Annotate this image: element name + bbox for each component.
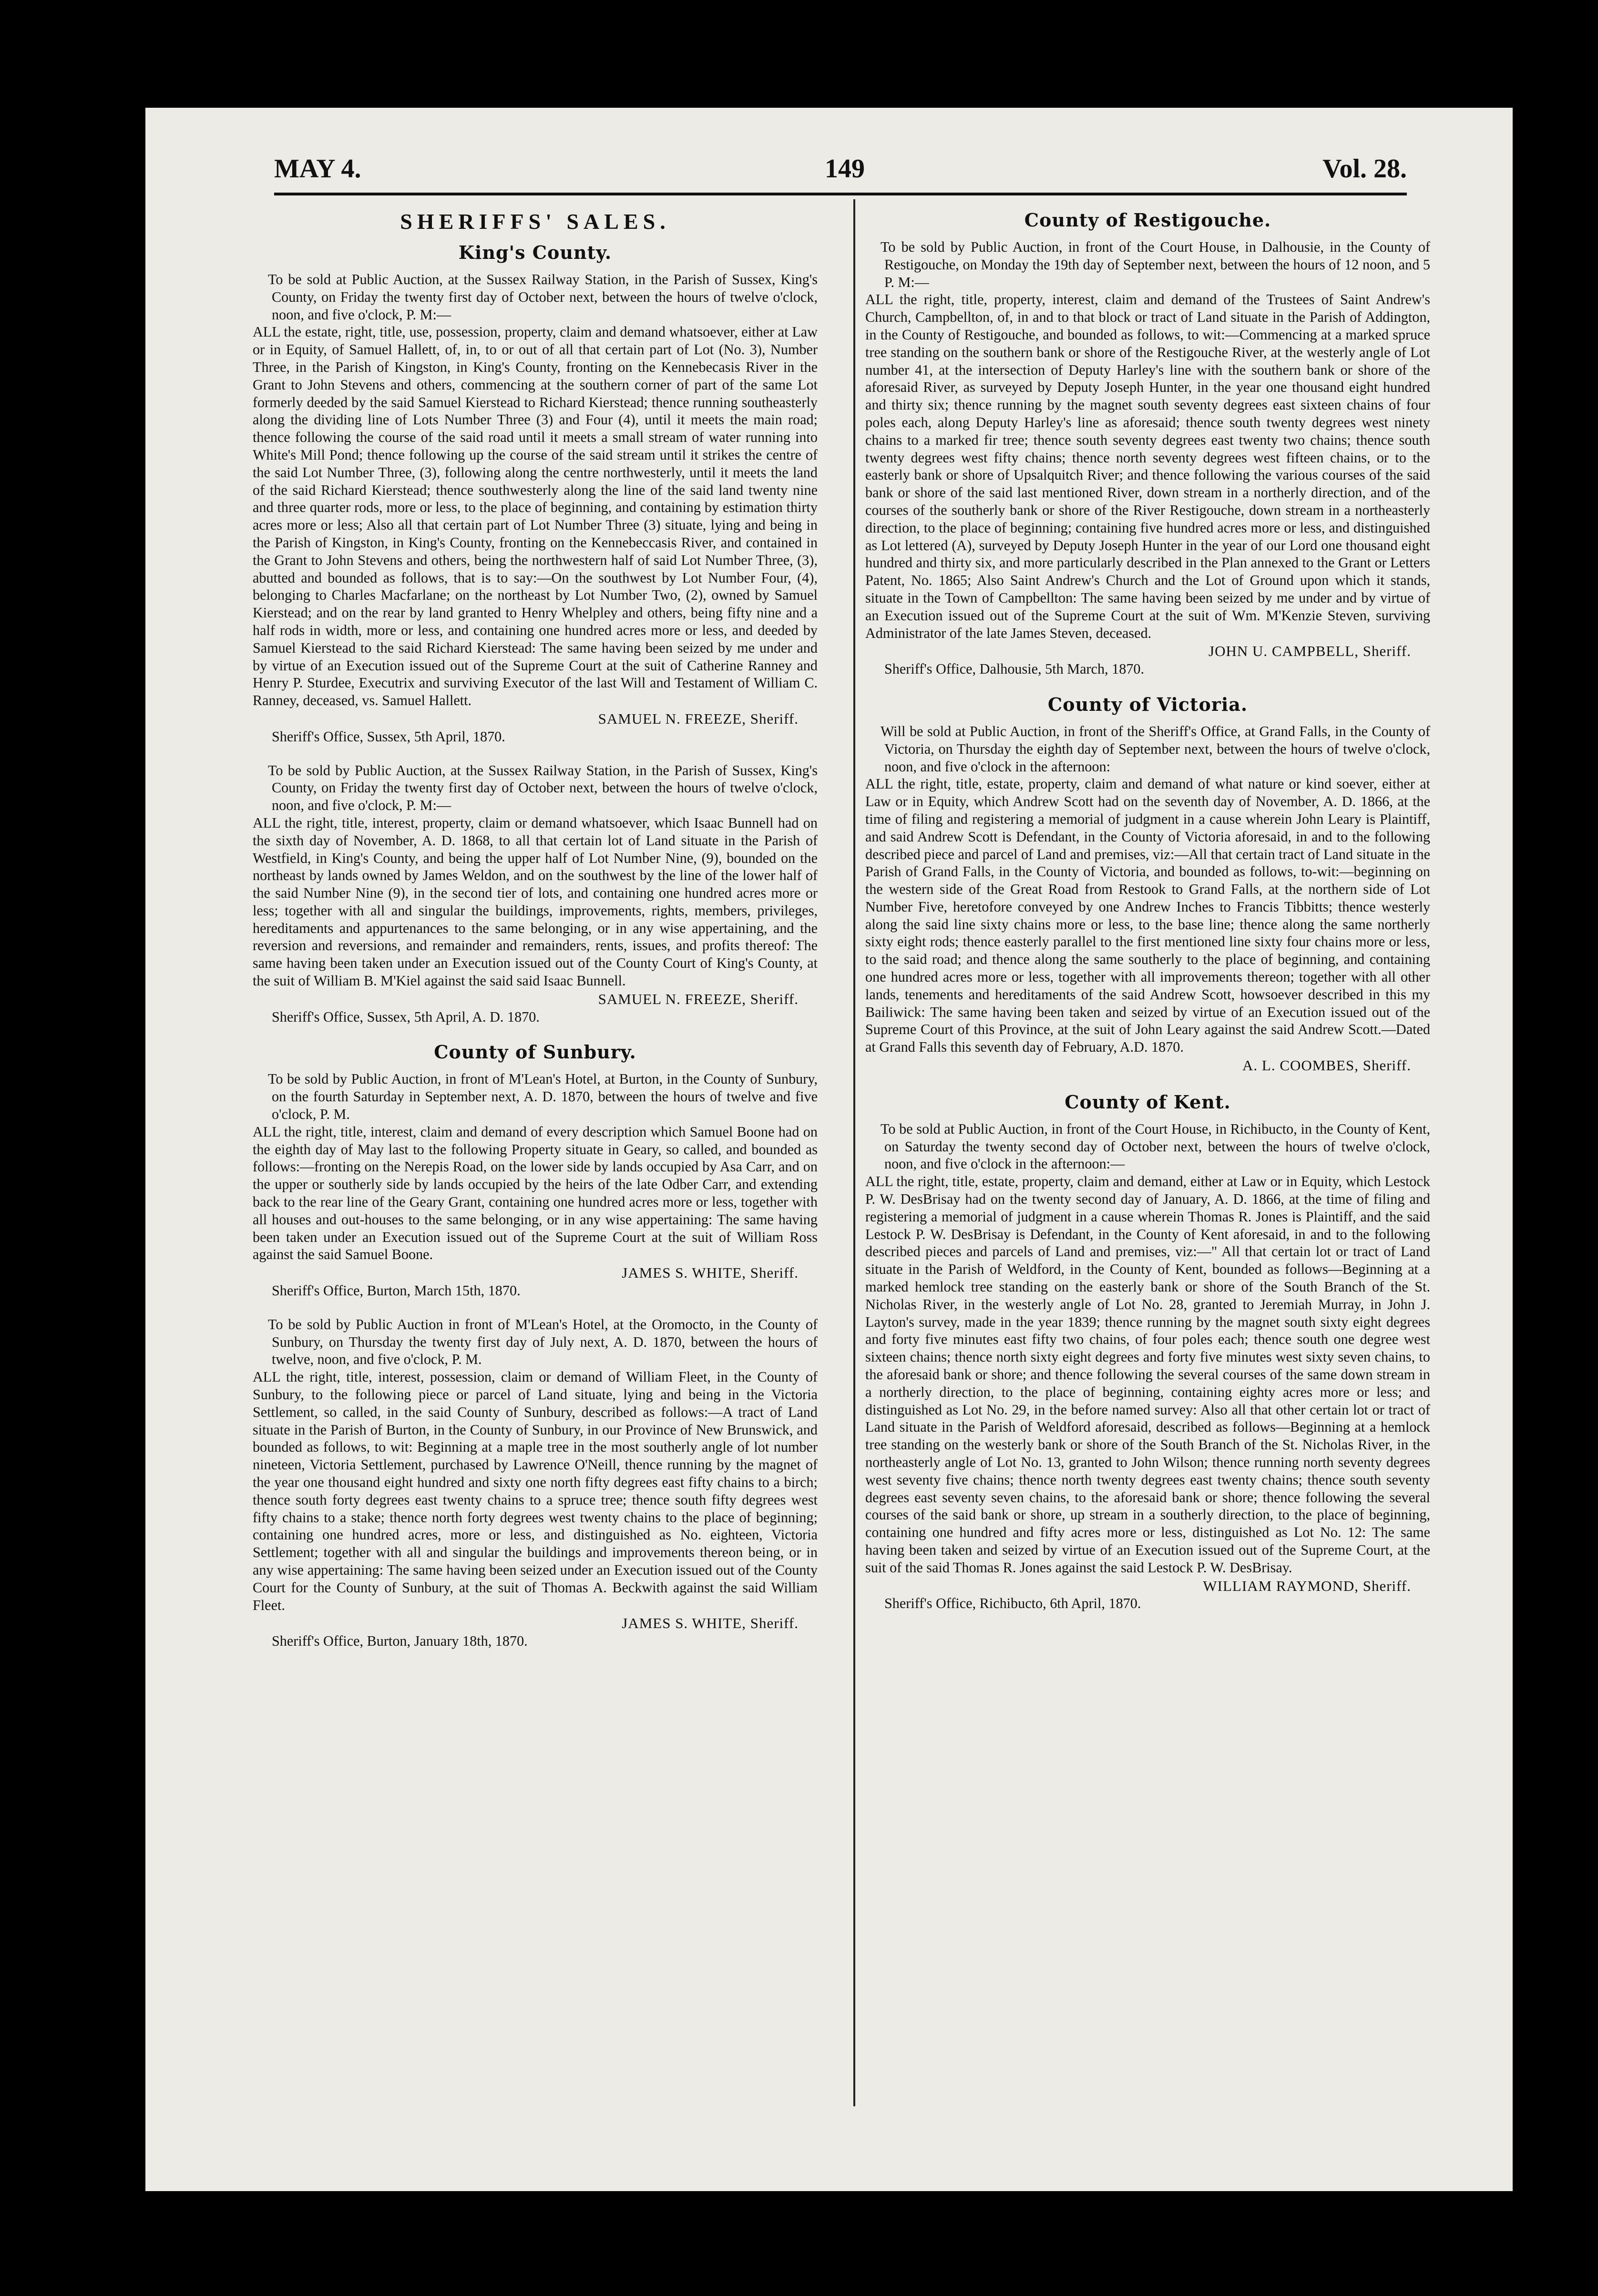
- section-title: SHERIFFS' SALES.: [400, 209, 670, 234]
- sheriff-signature: JAMES S. WHITE, Sheriff.: [622, 1264, 799, 1281]
- sheriff-office-dateline: Sheriff's Office, Sussex, 5th April, A. D. 1870.: [272, 1008, 540, 1025]
- notice-body: ALL the estate, right, title, use, possession, property, claim and demand whatsoever, either at Law or in Equity, of Samuel Hallett, of, in, to or out of all that certain part of Lot (No. 3), Number Three, in the Parish of Kingston, in King's County, fronting on the Kennebecasis River in the Grant to John Stevens and others, commencing at the southern corner of part of the same Lot formerly deeded by the said Samuel Kierstead to Richard Kierstead; thence running southeasterly along the dividing line of Lots Number Three (3) and Four (4), until it meets the main road; thence following the course of the said road until it meets a small stream of water running into White's Mill Pond; thence following up the course of the said stream until it strikes the centre of the said Lot Number Three, (3), following along the centre northwesterly, until it meets the land of the said Richard Kierstead; thence southwesterly along the line of the said land twenty nine and three quarter rods, more or less, to the place of beginning, and containing by estimation thirty acres more or less; Also all that certain part of Lot Number Three (3) situate, lying and being in the Parish of Kingston, in King's County, fronting on the Kennebeccasis River, and contained in the Grant to John Stevens and others, being the northwestern half of said Lot Number Three, (3), abutted and bounded as follows, that is to say:—On the southwest by Lot Number Four, (4), belonging to Charles Macfarlane; on the northeast by Lot Number Two, (2), owned by Samuel Kierstead; and on the rear by land granted to Henry Whelpley and others, being fifty nine and a half rods in width, more or less, and containing one hundred acres more or less, and deeded by Samuel Kierstead to the said Richard Kierstead: The same having been seized by me under and by virtue of an Execution issued out of the Supreme Court at the suit of Catherine Ranney and Henry P. Sturdee, Executrix and surviving Executor of the last Will and Testament of William C. Ranney, deceased, vs. Samuel Hallett.: [253, 324, 818, 709]
- issue-date: MAY 4.: [274, 154, 361, 184]
- notice-intro: To be sold by Public Auction, in front of the Court House, in Dalhousie, in the County of Restigouche, on Monday the 19th day of September next, between the hours of 12 noon, and 5 P. M:—: [881, 239, 1430, 290]
- header-rule: [274, 193, 1407, 195]
- right-column: [865, 205, 1430, 1629]
- volume-number: Vol. 28.: [1322, 154, 1407, 184]
- sheriff-signature: A. L. COOMBES, Sheriff.: [1242, 1057, 1411, 1074]
- sheriff-office-dateline: Sheriff's Office, Dalhousie, 5th March, 1870.: [884, 661, 1145, 677]
- notice-intro: To be sold by Public Auction in front of M'Lean's Hotel, at the Oromocto, in the County of Sunbury, on Thursday the twenty first day of July next, A. D. 1870, between the hours of twelve, noon, and five o'clock, P. M.: [268, 1316, 818, 1368]
- county-heading-sunbury: County of Sunbury.: [434, 1041, 636, 1063]
- notice-body: ALL the right, title, property, interest, claim and demand of the Trustees of Saint Andrew's Church, Campbellton, of, in and to that block or tract of Land situate in the Parish of Addington, in the County of Restigouche, and bounded as follows, to wit:—Commencing at a marked spruce tree standing on the southern bank or shore of the Restigouche River, at the westerly angle of Lot number 41, at the intersection of Deputy Harley's line with the southern bank or shore of the aforesaid River, as surveyed by Deputy Joseph Hunter, in the year one thousand eight hundred and thirty six; thence running by the magnet south seventy degrees east sixteen chains of four poles each, along Deputy Harley's line as aforesaid; thence south twenty degrees west ninety chains to a marked fir tree; thence south seventy degrees east twenty two chains; thence south twenty degrees west fifty chains; thence north seventy degrees west fifteen chains, or to the easterly bank or shore of Upsalquitch River; and thence following the various courses of the said bank or shore of the said last mentioned River, down stream in a northerly direction, and of the courses of the southerly bank or shore of the River Restigouche, down stream in a northeasterly direction, to the place of beginning; containing five hundred acres more or less, and distinguished as Lot lettered (A), surveyed by Deputy Joseph Hunter in the year of our Lord one thousand eight hundred and thirty six, and more particularly described in the Plan annexed to the Grant or Letters Patent, No. 1865; Also Saint Andrew's Church and the Lot of Ground upon which it stands, situate in the Town of Campbellton: The same having been seized by me under and by virtue of an Execution issued out of the Supreme Court at the suit of Wm. M'Kenzie Steven, surviving Administrator of the late James Steven, deceased.: [865, 291, 1430, 641]
- notice-body: ALL the right, title, estate, property, claim and demand, either at Law or in Equity, which Lestock P. W. DesBrisay had on the twenty second day of January, A. D. 1866, at the time of filing and registering a memorial of judgment in a cause wherein Thomas R. Jones is Plaintiff, and the said Lestock P. W. DesBrisay is Defendant, in the County of Kent aforesaid, in and to the following described pieces and parcels of Land and premises, viz:—" All that certain lot or tract of Land situate in the Parish of Weldford, in the County of Kent, bounded as follows—Beginning at a marked hemlock tree standing on the easterly bank or shore of the South Branch of the St. Nicholas River, in the westerly angle of Lot No. 28, granted to Jeremiah Murray, in John J. Layton's survey, made in the year 1839; thence running by the magnet south sixty eight degrees and forty five minutes east fifty two chains, of four poles each; thence south one degree west sixteen chains; thence north sixty eight degrees and forty five minutes west sixty seven chains, to the aforesaid bank or shore; and thence following the several courses of the same down stream in a northerly direction, to the place of beginning, containing eighty acres more or less; and distinguished as Lot No. 29, in the before named survey: Also all that other certain lot or tract of Land situate in the Parish of Weldford aforesaid, described as follows—Beginning at a hemlock tree standing on the westerly bank or shore of the South Branch of the St. Nicholas River, in the northeasterly angle of Lot No. 13, granted to John Wilson; thence running north seventy degrees west seventy five chains; thence north twenty degrees east twenty chains; thence south seventy degrees east seventy seven chains, to the aforesaid bank or shore; thence following the several courses of the said bank or shore, up stream in a southerly direction, to the place of beginning, containing one hundred and fifty acres more or less, distinguished as Lot No. 12: The same having been taken and seized by virtue of an Execution issued out of the Supreme Court, at the suit of the said Thomas R. Jones against the said Lestock P. W. DesBrisay.: [865, 1173, 1430, 1576]
- spacer: [865, 1075, 1430, 1087]
- sheriff-signature: WILLIAM RAYMOND, Sheriff.: [1203, 1577, 1411, 1594]
- sheriff-office-dateline: Sheriff's Office, Burton, January 18th, 1870.: [272, 1633, 528, 1650]
- sheriff-office-dateline: Sheriff's Office, Richibucto, 6th April, 1870.: [884, 1595, 1141, 1612]
- county-heading-restigouche: County of Restigouche.: [1024, 209, 1271, 231]
- notice-intro: To be sold at Public Auction, at the Sussex Railway Station, in the Parish of Sussex, King's County, on Friday the twenty first day of October next, between the hours of twelve o'clock, noon, and five o'clock, P. M:—: [268, 271, 818, 323]
- sheriff-signature: SAMUEL N. FREEZE, Sheriff.: [598, 710, 799, 727]
- notice-body: ALL the right, title, interest, claim and demand of every description which Samuel Boone had on the eighth day of May last to the following Property situate in Geary, so called, and bounded as follows:—fronting on the Nerepis Road, on the lower side by lands occupied by Asa Carr, and on the upper or southerly side by lands occupied by the heirs of the late Odber Carr, and extending back to the rear line of the Geary Grant, containing one hundred acres more or less, together with all houses and out-houses to the same belonging, or in any wise appertaining: The same having been taken under an Execution issued out of the Supreme Court at the suit of William Ross against the said Samuel Boone.: [253, 1123, 818, 1263]
- notice-body: ALL the right, title, interest, possession, claim or demand of William Fleet, in the County of Sunbury, to the following piece or parcel of Land situate, lying and being in the Victoria Settlement, so called, in the said County of Sunbury, described as follows:—A tract of Land situate in the Parish of Burton, in the County of Sunbury, in our Province of New Brunswick, and bounded as follows, to wit: Beginning at a maple tree in the most southerly angle of lot number nineteen, Victoria Settlement, purchased by Lawrence O'Neill, thence running by the magnet of the year one thousand eight hundred and sixty one north fifty degrees east fifty chains to a birch; thence south forty degrees east twenty chains to a spruce tree; thence south fifty degrees west fifty chains to a stake; thence north forty degrees west twenty chains to the place of beginning; containing one hundred acres, more or less, and distinguished as No. eighteen, Victoria Settlement; together with all and singular the buildings and improvements thereon being, or in any wise appertaining: The same having been seized under an Execution issued out of the County Court for the County of Sunbury, at the suit of Thomas A. Beckwith against the said William Fleet.: [253, 1369, 818, 1613]
- newspaper-page: [145, 108, 1513, 2191]
- notice-intro: To be sold at Public Auction, in front of the Court House, in Richibucto, in the County of Kent, on Saturday the twenty second day of October next, between the hours of twelve o'clock, noon, and five o'clock in the afternoon:—: [881, 1120, 1430, 1172]
- sheriff-signature: JAMES S. WHITE, Sheriff.: [622, 1615, 799, 1632]
- page-number: 149: [825, 154, 865, 184]
- notice-body: ALL the right, title, estate, property, claim and demand of what nature or kind soever, either at Law or in Equity, which Andrew Scott had on the seventh day of November, A. D. 1866, at the time of filing and registering a memorial of judgment in a cause wherein John Leary is Plaintiff, and said Andrew Scott is Defendant, in the County of Victoria aforesaid, in and to the following described piece and parcel of Land and premises, viz:—All that certain tract of Land situate in the Parish of Grand Falls, in the County of Victoria, and bounded as follows, to-wit:—beginning on the western side of the Great Road from Restook to Grand Falls, at the northern side of Lot Number Five, heretofore conveyed by one Andrew Inches to Francis Tibbitts; thence westerly along the said line sixty chains more or less, to the base line; thence along the same northerly sixty eight rods; thence easterly parallel to the first mentioned line sixty four chains more or less, to the said road; and thence along the same southerly to the place of beginning, and containing one hundred acres more or less, together with all improvements thereon; together with all other lands, tenements and hereditaments of the said Andrew Scott, howsoever described in this my Bailiwick: The same having been taken and seized by virtue of an Execution issued out of the Supreme Court of this Province, at the suit of John Leary against the said Andrew Scott.—Dated at Grand Falls this seventh day of February, A.D. 1870.: [865, 776, 1430, 1056]
- notice-intro: Will be sold at Public Auction, in front of the Sheriff's Office, at Grand Falls, in the County of Victoria, on Thursday the eighth day of September next, between the hours of twelve o'clock, noon, and five o'clock in the afternoon:: [881, 723, 1430, 775]
- notice-body: ALL the right, title, interest, property, claim or demand whatsoever, which Isaac Bunnell had on the sixth day of November, A. D. 1868, to all that certain lot of Land situate in the Parish of Westfield, in King's County, and being the upper half of Lot Number Nine, (9), bounded on the northeast by lands owned by James Weldon, and on the southwest by the line of the lower half of the said Number Nine (9), in the second tier of lots, and containing one hundred acres more or less; together with all and singular the buildings, improvements, rights, members, privileges, hereditaments and appurtenances to the same belonging, or in any wise appertaining, and the reversion and reversions, and remainder and remainders, rents, issues, and profits thereof: The same having been taken under an Execution issued out of the County Court of King's County, at the suit of William B. M'Kiel against the said said Isaac Bunnell.: [253, 814, 818, 989]
- sheriff-signature: SAMUEL N. FREEZE, Sheriff.: [598, 990, 799, 1007]
- page-header: [145, 154, 1513, 187]
- notice-intro: To be sold by Public Auction, in front of M'Lean's Hotel, at Burton, in the County of Sunbury, on the fourth Saturday in September next, A. D. 1870, between the hours of twelve and five o'clock, P. M.: [268, 1071, 818, 1123]
- left-column: [253, 205, 818, 1666]
- column-divider: [853, 199, 855, 2106]
- notice-intro: To be sold by Public Auction, at the Sussex Railway Station, in the Parish of Sussex, King's County, on Friday the twenty first day of October next, between the hours of twelve o'clock, noon, and five o'clock, P. M:—: [268, 762, 818, 814]
- county-heading-victoria: County of Victoria.: [1047, 693, 1248, 715]
- sheriff-office-dateline: Sheriff's Office, Sussex, 5th April, 1870.: [272, 728, 505, 745]
- sheriff-signature: JOHN U. CAMPBELL, Sheriff.: [1209, 643, 1411, 660]
- county-heading-kent: County of Kent.: [1065, 1091, 1231, 1113]
- sheriff-office-dateline: Sheriff's Office, Burton, March 15th, 1870.: [272, 1282, 521, 1299]
- county-heading-kings: King's County.: [458, 242, 612, 263]
